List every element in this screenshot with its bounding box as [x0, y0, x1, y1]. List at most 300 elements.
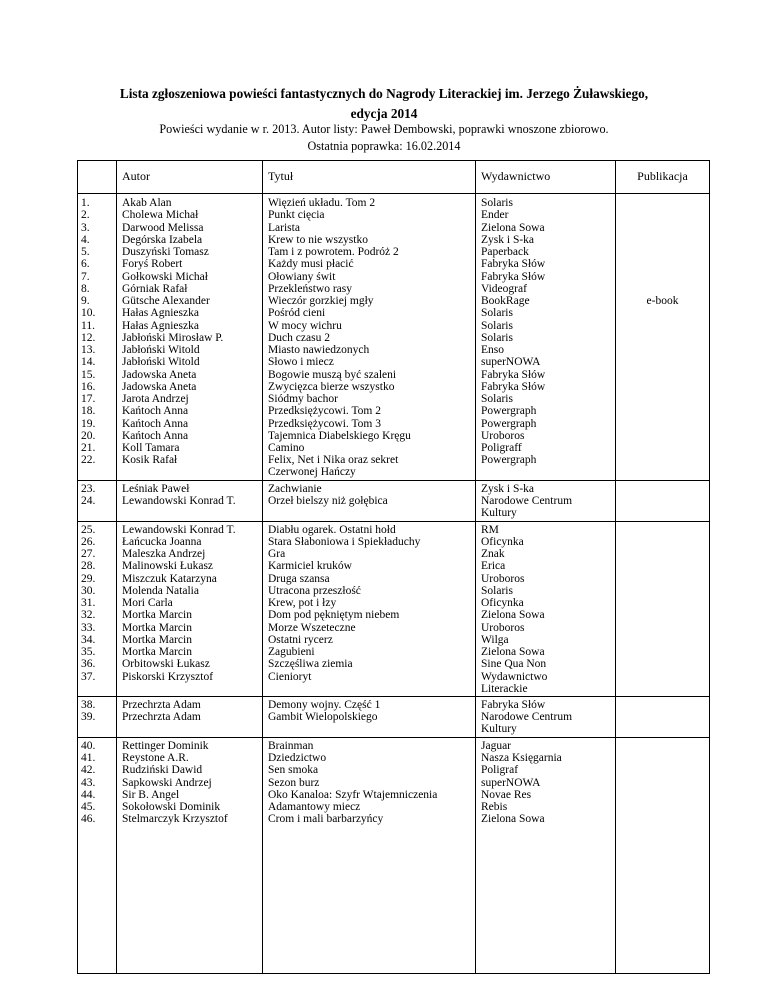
- row-author: [122, 246, 209, 258]
- row-publisher: [481, 634, 509, 646]
- row-title: [268, 646, 315, 658]
- row-author: [122, 658, 210, 670]
- row-publisher-text: Videograf: [481, 282, 527, 295]
- row-title: [268, 699, 380, 711]
- row-author-text: Stelmarczyk Krzysztof: [122, 813, 228, 826]
- row-number: [81, 332, 95, 344]
- row-publisher-text: Zielona Sowa: [481, 609, 545, 622]
- row-publisher: [481, 344, 504, 356]
- table-row: [77, 646, 710, 658]
- row-title-text: Cienioryt: [268, 670, 312, 683]
- row-author: [122, 307, 199, 319]
- row-title: [268, 381, 394, 393]
- row-title-text: Gra: [268, 548, 286, 560]
- row-title-text: Stara Słaboniowa i Spiekładuchy: [268, 535, 421, 548]
- row-publisher-text: Solaris: [481, 307, 513, 320]
- table-row: [77, 573, 710, 585]
- row-publisher-text: superNOWA: [481, 776, 541, 789]
- row-title-text: Morze Wszeteczne: [268, 621, 356, 634]
- row-title-text: Ołowiany świt: [268, 270, 336, 283]
- row-author: [122, 483, 189, 495]
- row-author-text: Piskorski Krzysztof: [122, 670, 214, 683]
- row-publisher-text: Sine Qua Non: [481, 658, 547, 671]
- row-author-text: Rudziński Dawid: [122, 764, 203, 777]
- row-publisher-text: Ender: [481, 209, 509, 222]
- table-row: [77, 658, 710, 670]
- row-publisher: [481, 597, 524, 609]
- row-number-text: 21.: [81, 442, 96, 454]
- row-title: [268, 369, 396, 381]
- row-publisher: [481, 283, 527, 295]
- row-number-text: 34.: [81, 633, 96, 646]
- row-publisher-text: Zysk i S-ka: [481, 233, 535, 246]
- row-number-text: 20.: [81, 429, 96, 442]
- table-row: [77, 764, 710, 776]
- row-publisher: [481, 320, 513, 332]
- row-author-text: Jabłoński Mirosław P.: [122, 331, 224, 344]
- table-row: [77, 634, 710, 646]
- row-number-text: 43.: [81, 776, 96, 789]
- row-number: [81, 740, 95, 752]
- row-number: [81, 536, 95, 548]
- row-author-text: Leśniak Paweł: [122, 482, 190, 495]
- row-number-text: 1.: [81, 197, 90, 209]
- row-publisher-text: Solaris: [481, 331, 513, 344]
- row-title-text: Miasto nawiedzonych: [268, 344, 370, 356]
- row-title: [268, 711, 378, 723]
- row-title: [268, 258, 354, 270]
- row-publisher: [481, 369, 545, 381]
- row-author-text: Orbitowski Łukasz: [122, 658, 210, 671]
- row-number-text: 46.: [81, 813, 96, 826]
- row-number: [81, 495, 95, 507]
- row-publisher: [481, 752, 562, 764]
- row-author-text: Lewandowski Konrad T.: [122, 523, 236, 536]
- row-publisher-text: Wydawnictwo: [481, 670, 548, 683]
- row-title-text: Camino: [268, 442, 305, 454]
- row-publisher: [481, 560, 505, 572]
- row-title-text: Tajemnica Diabelskiego Kręgu: [268, 429, 411, 442]
- row-title-text: Brainman: [268, 739, 314, 752]
- table-row: [77, 711, 710, 736]
- row-title: [268, 495, 388, 507]
- row-title-text: Tam i z powrotem. Podróż 2: [268, 246, 399, 258]
- row-author: [122, 560, 213, 572]
- row-publisher-text: Zielona Sowa: [481, 813, 545, 826]
- row-title: [268, 536, 420, 548]
- row-publisher: [481, 658, 546, 670]
- row-number: [81, 764, 95, 776]
- row-author: [122, 813, 228, 825]
- table-row: [77, 393, 710, 405]
- table-row: [77, 597, 710, 609]
- row-publisher: [481, 381, 545, 393]
- row-publisher: [481, 393, 513, 405]
- row-title-text: Demony wojny. Część 1: [268, 699, 381, 711]
- row-publisher-continuation: Literackie: [481, 682, 528, 695]
- row-author: [122, 597, 173, 609]
- row-number: [81, 585, 95, 597]
- row-title-text: Krew, pot i łzy: [268, 597, 337, 609]
- row-publisher-text: Jaguar: [481, 739, 512, 752]
- row-title-text: Dziedzictwo: [268, 752, 327, 764]
- row-publisher-continuation: Kultury: [481, 723, 517, 736]
- row-title: [268, 813, 383, 825]
- group-divider: [77, 696, 710, 697]
- row-number-text: 41.: [81, 752, 96, 764]
- row-number: [81, 671, 95, 683]
- row-author-text: Przechrzta Adam: [122, 699, 201, 711]
- row-number: [81, 356, 95, 368]
- row-author-text: Mortka Marcin: [122, 633, 192, 646]
- row-author-text: Górniak Rafał: [122, 282, 188, 295]
- row-author: [122, 634, 192, 646]
- row-title-text: Krew to nie wszystko: [268, 233, 368, 246]
- table-row: [77, 234, 710, 246]
- row-title-text: Larista: [268, 221, 300, 234]
- row-author-text: Rettinger Dominik: [122, 739, 209, 752]
- row-publisher: [481, 789, 531, 801]
- row-number: [81, 646, 95, 658]
- table-row: [77, 789, 710, 801]
- row-title-text: Zwycięzca bierze wszystko: [268, 380, 395, 393]
- row-publication: [615, 295, 710, 307]
- row-title-text: Ostatni rycerz: [268, 633, 333, 646]
- row-publisher: [481, 573, 524, 585]
- row-publisher-text: Poligraff: [481, 442, 522, 454]
- row-publisher-text: Enso: [481, 344, 504, 356]
- row-author-text: Kańtoch Anna: [122, 429, 189, 442]
- row-publisher: [481, 740, 511, 752]
- table-row: [77, 548, 710, 560]
- row-author-text: Miszczuk Katarzyna: [122, 572, 217, 585]
- row-title: [268, 222, 300, 234]
- row-publisher-text: Znak: [481, 548, 505, 560]
- row-title: [268, 585, 361, 597]
- table-row: [77, 209, 710, 221]
- row-number: [81, 622, 95, 634]
- row-number: [81, 234, 90, 246]
- row-number: [81, 442, 95, 454]
- row-publisher-text: Fabryka Słów: [481, 699, 546, 711]
- row-title-text: Punkt cięcia: [268, 209, 325, 222]
- row-number: [81, 405, 95, 417]
- row-publisher: [481, 356, 540, 368]
- row-author-text: Darwood Melissa: [122, 221, 204, 234]
- row-number-text: 26.: [81, 535, 96, 548]
- row-publisher: [481, 483, 534, 495]
- subtitle-line-2: Ostatnia poprawka: 16.02.2014: [307, 139, 461, 153]
- row-number-text: 25.: [81, 523, 96, 536]
- row-author-text: Mori Carla: [122, 597, 173, 609]
- row-author: [122, 356, 200, 368]
- row-number-text: 11.: [81, 319, 95, 332]
- row-title-text: Szczęśliwa ziemia: [268, 658, 353, 671]
- row-title: [268, 789, 437, 801]
- table-row: [77, 483, 710, 495]
- row-number-text: 2.: [81, 209, 90, 222]
- row-author-text: Sir B. Angel: [122, 788, 180, 801]
- row-number: [81, 609, 95, 621]
- row-title-text: Każdy musi płacić: [268, 258, 354, 271]
- row-author-text: Łańcucka Joanna: [122, 535, 202, 548]
- row-number: [81, 222, 90, 234]
- title-line-2: edycja 2014: [350, 106, 418, 121]
- row-title-continuation: Czerwonej Hańczy: [268, 466, 356, 479]
- row-publisher: [481, 813, 545, 825]
- row-title: [268, 609, 399, 621]
- row-publisher-text: Oficynka: [481, 535, 524, 548]
- row-number-text: 12.: [81, 331, 96, 344]
- row-number: [81, 393, 95, 405]
- row-publisher: [481, 801, 507, 813]
- row-author-text: Lewandowski Konrad T.: [122, 495, 236, 507]
- row-publisher-text: Zielona Sowa: [481, 221, 545, 234]
- row-author-text: Hałas Agnieszka: [122, 319, 199, 332]
- row-publisher: [481, 585, 513, 597]
- table-row: [77, 777, 710, 789]
- row-number: [81, 560, 95, 572]
- row-number-text: 40.: [81, 739, 96, 752]
- row-publisher: [481, 777, 540, 789]
- row-publisher: [481, 234, 534, 246]
- row-title: [268, 197, 375, 209]
- row-publisher: [481, 764, 518, 776]
- row-title: [268, 271, 335, 283]
- row-author-text: Maleszka Andrzej: [122, 548, 206, 560]
- table-row: [77, 332, 710, 344]
- row-number: [81, 454, 95, 466]
- row-author-text: Kańtoch Anna: [122, 417, 189, 430]
- row-publisher-text: Fabryka Słów: [481, 368, 546, 381]
- group-divider: [77, 737, 710, 738]
- row-author: [122, 430, 188, 442]
- row-title-text: Diabłu ogarek. Ostatni hołd: [268, 523, 396, 536]
- row-publisher-text: Solaris: [481, 393, 513, 405]
- row-title: [268, 764, 318, 776]
- table-row: [77, 307, 710, 319]
- row-author-text: Koll Tamara: [122, 442, 180, 454]
- row-number-text: 36.: [81, 658, 96, 671]
- table-row: [77, 670, 710, 695]
- row-title: [268, 393, 338, 405]
- row-number: [81, 801, 95, 813]
- table-row: [77, 222, 710, 234]
- row-title-text: Wieczór gorzkiej mgły: [268, 295, 374, 307]
- table-row: [77, 258, 710, 270]
- row-author: [122, 585, 199, 597]
- row-title-text: Oko Kanaloa: Szyfr Wtajemniczenia: [268, 788, 438, 801]
- row-number: [81, 246, 90, 258]
- row-author: [122, 536, 202, 548]
- row-publisher-text: Wilga: [481, 633, 509, 646]
- row-author: [122, 548, 205, 560]
- table-row: [77, 536, 710, 548]
- table-row: [77, 246, 710, 258]
- table-row: [77, 271, 710, 283]
- row-author: [122, 646, 192, 658]
- row-number-text: 37.: [81, 670, 96, 683]
- row-publisher-text: Narodowe Centrum: [481, 711, 573, 724]
- row-number-text: 39.: [81, 711, 96, 724]
- table-row: [77, 283, 710, 295]
- row-publisher: [481, 442, 522, 454]
- row-title: [268, 307, 325, 319]
- row-number: [81, 789, 95, 801]
- row-title: [268, 740, 313, 752]
- row-publisher: [481, 295, 530, 307]
- row-publisher-text: RM: [481, 523, 499, 536]
- row-publisher-text: Zielona Sowa: [481, 646, 545, 658]
- row-author: [122, 740, 209, 752]
- row-author: [122, 764, 202, 776]
- row-publication-text: e-book: [646, 295, 679, 307]
- table-row: [77, 609, 710, 621]
- row-author: [122, 789, 179, 801]
- table-row: [77, 560, 710, 572]
- row-number: [81, 573, 95, 585]
- row-number: [81, 418, 95, 430]
- row-title-text: Przedksiężycowi. Tom 2: [268, 405, 382, 418]
- title-line-1: Lista zgłoszeniowa powieści fantastycznych do Nagrody Literackiej im. Jerzego Żuławskiego,: [119, 86, 649, 101]
- row-publisher: [481, 430, 524, 442]
- row-title: [268, 442, 304, 454]
- row-publisher-text: Fabryka Słów: [481, 380, 546, 393]
- row-number-text: 14.: [81, 356, 96, 369]
- row-number: [81, 548, 95, 560]
- row-publisher-text: Uroboros: [481, 429, 525, 442]
- row-number-text: 27.: [81, 548, 96, 560]
- row-title: [268, 560, 352, 572]
- table-row: [77, 405, 710, 417]
- row-author: [122, 622, 192, 634]
- row-number-text: 45.: [81, 801, 96, 813]
- row-number-text: 42.: [81, 764, 96, 777]
- row-title: [268, 405, 381, 417]
- row-number-text: 18.: [81, 405, 96, 418]
- row-number: [81, 699, 95, 711]
- row-author-text: Sokołowski Dominik: [122, 801, 221, 813]
- row-title: [268, 209, 325, 221]
- row-author-text: Gütsche Alexander: [122, 295, 210, 307]
- header-divider: [77, 193, 710, 194]
- row-title-text: Siódmy bachor: [268, 393, 338, 405]
- row-number-text: 9.: [81, 295, 90, 307]
- row-publisher-text: BookRage: [481, 295, 530, 307]
- row-title: [268, 752, 326, 764]
- table-row: [77, 622, 710, 634]
- row-number: [81, 381, 95, 393]
- row-author-text: Cholewa Michał: [122, 209, 199, 222]
- row-title-text: Druga szansa: [268, 572, 330, 585]
- row-publisher: [481, 548, 505, 560]
- row-title-text: Słowo i miecz: [268, 356, 334, 369]
- row-number-text: 44.: [81, 788, 96, 801]
- row-number: [81, 369, 95, 381]
- row-title: [268, 332, 330, 344]
- row-number-text: 15.: [81, 368, 96, 381]
- row-author-text: Kosik Rafał: [122, 454, 178, 467]
- row-publisher-text: Powergraph: [481, 405, 537, 418]
- row-number: [81, 307, 95, 319]
- row-publisher: [481, 495, 572, 519]
- header-publication: Publikacja: [637, 169, 688, 183]
- row-author-text: Kańtoch Anna: [122, 405, 189, 418]
- row-title: [268, 320, 342, 332]
- row-publisher: [481, 332, 513, 344]
- row-title-text: Orzeł bielszy niż gołębica: [268, 495, 388, 507]
- row-publisher-text: Poligraf: [481, 764, 519, 777]
- row-title-text: Crom i mali barbarzyńcy: [268, 813, 384, 826]
- row-number: [81, 658, 95, 670]
- row-publisher-text: Solaris: [481, 319, 513, 332]
- row-title-text: Bogowie muszą być szaleni: [268, 368, 397, 381]
- row-publisher: [481, 246, 529, 258]
- row-title-text: Adamantowy miecz: [268, 801, 361, 813]
- row-author: [122, 258, 182, 270]
- row-number: [81, 813, 95, 825]
- row-author: [122, 405, 188, 417]
- row-publisher-text: Paperback: [481, 246, 529, 258]
- table-row: [77, 752, 710, 764]
- row-author-text: Jabłoński Witold: [122, 356, 200, 369]
- row-author: [122, 344, 200, 356]
- row-number: [81, 524, 95, 536]
- table-row: [77, 524, 710, 536]
- row-title-text: Dom pod pękniętym niebem: [268, 609, 400, 622]
- row-title: [268, 573, 330, 585]
- row-author-text: Hałas Agnieszka: [122, 307, 199, 320]
- row-title-text: Sen smoka: [268, 764, 319, 777]
- row-number-text: 3.: [81, 221, 90, 234]
- row-author-text: Degórska Izabela: [122, 233, 203, 246]
- table-row: [77, 295, 710, 307]
- row-title: [268, 430, 411, 442]
- table-row: [77, 197, 710, 209]
- row-title-text: Przekleństwo rasy: [268, 282, 352, 295]
- row-number-text: 13.: [81, 344, 96, 356]
- row-publisher-continuation: Kultury: [481, 507, 517, 519]
- row-title-text: Pośród cieni: [268, 307, 326, 320]
- row-author-text: Mortka Marcin: [122, 609, 192, 622]
- row-author: [122, 524, 236, 536]
- row-title: [268, 548, 285, 560]
- table-row: [77, 381, 710, 393]
- row-title-text: Duch czasu 2: [268, 331, 330, 344]
- row-author: [122, 320, 199, 332]
- row-publisher-text: Nasza Księgarnia: [481, 752, 562, 764]
- row-title: [268, 454, 398, 478]
- row-author: [122, 454, 177, 466]
- row-publisher: [481, 307, 513, 319]
- row-author-text: Foryś Robert: [122, 258, 183, 271]
- header-author: Autor: [122, 169, 150, 183]
- row-number: [81, 209, 90, 221]
- row-publisher: [481, 209, 508, 221]
- row-number: [81, 295, 90, 307]
- row-number-text: 10.: [81, 307, 96, 320]
- row-author: [122, 418, 188, 430]
- row-number: [81, 777, 95, 789]
- row-title: [268, 246, 399, 258]
- row-author: [122, 671, 213, 683]
- row-publisher-text: Rebis: [481, 801, 508, 813]
- row-author: [122, 197, 172, 209]
- row-title: [268, 524, 396, 536]
- row-author-text: Malinowski Łukasz: [122, 560, 214, 573]
- row-author: [122, 495, 236, 507]
- table-row: [77, 369, 710, 381]
